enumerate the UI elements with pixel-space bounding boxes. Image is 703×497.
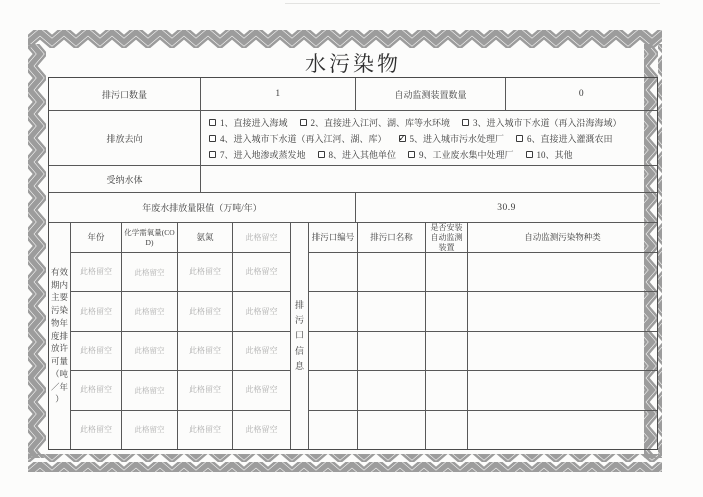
discharge-option-label: 5、进入城市污水处理厂 — [409, 133, 505, 144]
table-cell — [426, 371, 468, 409]
discharge-option-label: 2、直接进入江河、湖、库等水环境 — [310, 117, 451, 128]
table-cell — [309, 332, 358, 370]
column-header: 排污口编号 — [309, 223, 358, 252]
discharge-option-line — [209, 132, 651, 145]
checkbox-icon[interactable] — [318, 151, 325, 158]
column-header: 年份 — [71, 223, 122, 252]
table-cell: 此格留空 — [71, 332, 122, 370]
table-cell: 此格留空 — [245, 346, 278, 356]
outlet-info-header-row — [309, 223, 657, 253]
outlet-count-label: 排污口数量 — [49, 78, 201, 110]
discharge-option-label: 9、工业废水集中处理厂 — [419, 149, 514, 160]
table-cell: 此格留空 — [122, 411, 178, 449]
table-row — [71, 332, 290, 371]
table-cell — [358, 371, 426, 409]
table-cell — [426, 292, 468, 330]
receiving-water-value — [201, 166, 657, 192]
checkbox-icon[interactable] — [209, 151, 216, 158]
discharge-direction-label: 排放去向 — [49, 111, 201, 165]
table-cell — [468, 292, 657, 330]
table-cell: 此格留空 — [122, 292, 178, 330]
auto-monitor-count-label: 自动监测装置数量 — [356, 78, 506, 110]
table-cell: 此格留空 — [71, 411, 122, 449]
annual-limit-value: 30.9 — [497, 202, 516, 213]
table-cell: 此格留空 — [122, 371, 178, 409]
table-cell — [468, 332, 657, 370]
table-cell — [309, 411, 358, 449]
checkbox-icon[interactable] — [516, 135, 523, 142]
table-row — [71, 292, 290, 331]
table-cell: 此格留空 — [178, 411, 233, 449]
receiving-water-row — [49, 166, 657, 193]
discharge-option-label: 7、进入地渗或蒸发地 — [220, 149, 306, 160]
discharge-option — [399, 132, 505, 145]
table-cell — [468, 411, 657, 449]
table-cell: 此格留空 — [245, 424, 278, 434]
table-row — [309, 411, 657, 449]
permit-quantity-grid — [71, 223, 291, 449]
discharge-option-label: 4、进入城市下水道（再入江河、湖、库） — [220, 133, 387, 144]
annual-limit-label: 年废水排放量限值（万吨/年） — [49, 193, 356, 222]
discharge-option — [318, 148, 397, 161]
checkbox-icon[interactable] — [462, 119, 469, 126]
table-row — [71, 371, 290, 410]
table-cell — [426, 253, 468, 291]
table-cell: 此格留空 — [122, 332, 178, 370]
table-cell: 此格留空 — [71, 292, 122, 330]
table-cell — [468, 371, 657, 409]
discharge-option-line — [209, 148, 651, 161]
outlet-info-grid — [309, 223, 657, 449]
permit-and-outlet-grid-row — [49, 223, 657, 449]
table-row — [309, 371, 657, 410]
table-cell — [309, 292, 358, 330]
table-row — [71, 253, 290, 292]
column-header: 化学需氧量(COD) — [122, 223, 178, 252]
table-cell — [426, 411, 468, 449]
table-cell: 此格留空 — [178, 371, 233, 409]
outlet-info-vertical-label: 排污口信息 — [291, 223, 309, 449]
discharge-option — [209, 116, 288, 129]
permit-quantity-header-row — [71, 223, 290, 253]
checkbox-icon[interactable] — [300, 119, 307, 126]
table-cell: 此格留空 — [178, 253, 233, 291]
table-cell: 此格留空 — [122, 253, 178, 291]
column-header: 排污口名称 — [358, 223, 426, 252]
table-cell: 此格留空 — [245, 385, 278, 395]
discharge-option-label: 6、直接进入灌溉农田 — [527, 133, 613, 144]
table-cell — [309, 371, 358, 409]
scan-artifact-line — [285, 3, 660, 4]
discharge-option — [408, 148, 514, 161]
table-cell — [358, 411, 426, 449]
permit-quantity-body — [71, 253, 290, 449]
discharge-option — [209, 148, 306, 161]
table-cell: 此格留空 — [178, 292, 233, 330]
table-cell — [358, 253, 426, 291]
checkbox-icon[interactable] — [526, 151, 533, 158]
outlet-count-row — [49, 78, 657, 111]
page-title: 水污染物 — [305, 52, 401, 76]
checkbox-icon[interactable] — [209, 119, 216, 126]
discharge-option-label: 10、其他 — [536, 149, 573, 160]
discharge-options — [201, 111, 657, 165]
annual-limit-row — [49, 193, 657, 223]
table-cell: 此格留空 — [178, 332, 233, 370]
table-cell — [358, 292, 426, 330]
discharge-option — [462, 116, 622, 129]
auto-monitor-count-value: 0 — [578, 89, 585, 99]
table-row — [309, 332, 657, 371]
table-cell: 此格留空 — [71, 371, 122, 409]
table-cell — [358, 332, 426, 370]
table-row — [309, 253, 657, 292]
table-row — [71, 411, 290, 449]
checkbox-icon[interactable] — [209, 135, 216, 142]
table-cell: 此格留空 — [245, 267, 278, 277]
table-cell — [309, 253, 358, 291]
water-pollutant-table — [48, 77, 658, 450]
table-row — [309, 292, 657, 331]
discharge-option-label: 1、直接进入海域 — [220, 117, 288, 128]
column-header: 此格留空 — [245, 232, 278, 242]
outlet-info-body — [309, 253, 657, 449]
discharge-option-label: 3、进入城市下水道（再入沿海海域） — [473, 117, 622, 128]
column-header: 自动监测污染物种类 — [524, 232, 601, 243]
discharge-option — [209, 132, 387, 145]
table-cell — [426, 332, 468, 370]
table-cell — [468, 253, 657, 291]
table-cell: 此格留空 — [71, 253, 122, 291]
column-header: 氨氮 — [178, 223, 233, 252]
discharge-option — [300, 116, 451, 129]
column-header: 是否安装自动监测装置 — [426, 223, 468, 252]
discharge-option-label: 8、进入其他单位 — [328, 149, 397, 160]
receiving-water-label: 受纳水体 — [49, 166, 201, 192]
discharge-option-line — [209, 116, 651, 129]
outlet-count-value: 1 — [201, 78, 356, 110]
table-cell: 此格留空 — [245, 306, 278, 316]
checkbox-checked-icon[interactable]: ✓ — [398, 132, 406, 143]
discharge-option — [526, 148, 573, 161]
discharge-option — [516, 132, 613, 145]
checkbox-icon[interactable] — [408, 151, 415, 158]
discharge-direction-row — [49, 111, 657, 166]
permit-quantity-vertical-label: 有效期内主要污染物年度排放许可量（吨／年） — [49, 223, 71, 449]
